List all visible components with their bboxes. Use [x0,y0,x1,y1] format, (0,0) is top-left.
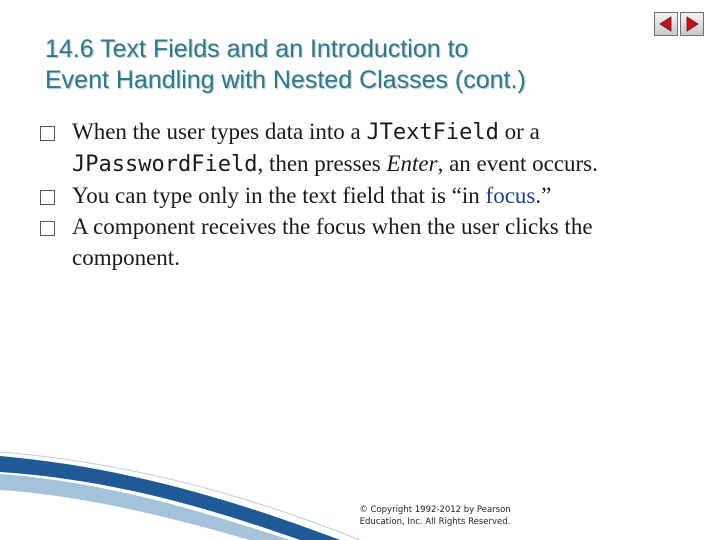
previous-slide-button[interactable] [654,12,678,36]
italic-enter: Enter [386,151,438,176]
bullet-item-1 [40,116,680,180]
bullet-1-text-d: , an event occurs. [437,151,598,176]
copyright-notice [335,504,535,528]
bullet-3-text: A component receives the focus when the user clicks the component. [72,214,593,270]
copyright-line-1: © Copyright 1992-2012 by Pearson [359,505,511,515]
next-slide-button[interactable] [680,12,704,36]
bullet-2-text-a: You can type only in the text field that is “in [72,183,486,208]
slide-title [45,34,685,96]
bullet-item-3 [40,211,680,273]
focus-link[interactable]: focus [485,183,536,208]
code-jtextfield [366,120,498,145]
bullet-item-2 [40,180,680,211]
bullet-1-text-c: , then presses [257,151,387,176]
copyright-line-2: Education, Inc. All Rights Reserved. [359,517,511,527]
bullet-box-icon [40,221,55,236]
bullet-2-text-b: .” [535,183,552,208]
triangle-left-icon [658,16,674,32]
swoosh-dark-band [0,456,340,540]
slide-title-line-2: Event Handling with Nested Classes (cont.) [45,66,526,94]
code-jpasswordfield-part-1: JPassword [72,152,192,177]
code-jtextfield-part-2: Field [432,120,499,145]
bullet-box-icon [40,126,55,141]
bullet-1-text-b: or a [498,119,540,144]
slide-navigation [654,12,704,36]
slide-body [40,116,680,273]
bullet-1-text-a: When the user types data into a [72,119,367,144]
bullet-box-icon [40,190,55,205]
code-jtextfield-part-1: JText [366,120,433,145]
slide-title-line-1: 14.6 Text Fields and an Introduction to [45,35,469,63]
triangle-right-icon [684,16,700,32]
code-jpasswordfield-part-2: Field [191,152,258,177]
code-jpasswordfield [72,152,257,177]
